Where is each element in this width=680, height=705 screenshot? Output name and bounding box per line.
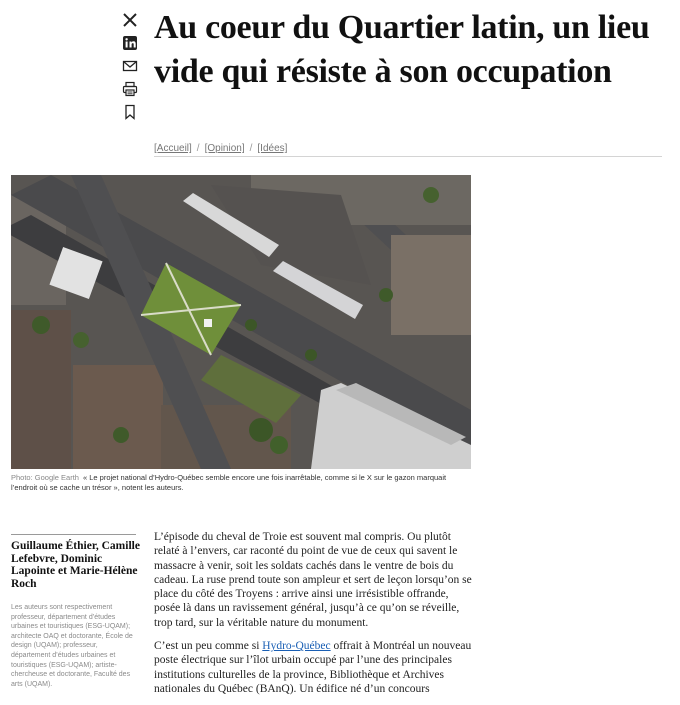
breadcrumb <box>154 143 662 157</box>
breadcrumb-item-opinion[interactable]: [Opinion] <box>204 143 245 154</box>
caption-text: « Le projet national d’Hydro-Québec semble encore une fois inarrêtable, comme si le X sur le gazon marquait l’endroit où se cache un trésor », notent les auteurs. <box>11 473 447 492</box>
author-bio: Les auteurs sont respectivement professeur, département d’études urbaines et touristiques (ESG-UQAM); architecte OAQ et doctorante, École de design (UQAM); professeur, département d’études urbaines et touristiques (ESG-UQAM); artiste-chercheuse et doctorante, Faculté des arts (UQAM). <box>11 604 133 688</box>
print-icon[interactable] <box>122 81 138 97</box>
breadcrumb-item-accueil[interactable]: [Accueil] <box>154 143 192 154</box>
paragraph-text: offrait à Montréal un nouveau poste électrique sur l’îlot urbain occupé par l’une des principales institutions culturelles de la province, Bibliothèque et Archives nationales du Québec (BAnQ). Un édifice né d’un concours <box>154 640 472 695</box>
article-body <box>154 530 472 705</box>
linkedin-icon[interactable] <box>122 35 138 51</box>
bookmark-icon[interactable] <box>122 104 138 120</box>
photo-credit: Photo: Google Earth <box>11 473 79 482</box>
aerial-photo-illustration <box>11 175 471 469</box>
author-names: Guillaume Éthier, Camille Lefebvre, Dominic Lapointe et Marie-Hélène Roch <box>11 540 140 590</box>
paragraph-text: C’est un peu comme si <box>154 640 263 653</box>
hydro-quebec-link[interactable]: Hydro-Québec <box>262 640 331 653</box>
x-icon[interactable] <box>122 12 138 28</box>
breadcrumb-separator: / <box>196 143 200 154</box>
breadcrumb-item-idees[interactable]: [Idées] <box>257 143 288 154</box>
aerial-photo <box>11 175 471 469</box>
share-toolbar <box>122 12 140 127</box>
breadcrumb-separator: / <box>249 143 253 154</box>
author-divider <box>11 534 136 535</box>
paragraph: L’épisode du cheval de Troie est souvent mal compris. Ou plutôt relaté à l’envers, car raconté du point de vue de ceux qui savent le massacre à venir, soit les soldats cachés dans le ventre de bois du cadeau. La ruse prend toute son ampleur et sert de leçon lorsqu’on se place du côté des Troyens : arrive ainsi une irrésistible offrande, posée là dans un ravissement général, jusqu’à ce qu’on se réveille, trop tard, sur la véritable nature du monument. <box>154 531 472 629</box>
article-title: Au coeur du Quartier latin, un lieu vide qui résiste à son occupation <box>154 9 650 90</box>
email-icon[interactable] <box>122 58 138 74</box>
image-caption <box>11 473 473 493</box>
